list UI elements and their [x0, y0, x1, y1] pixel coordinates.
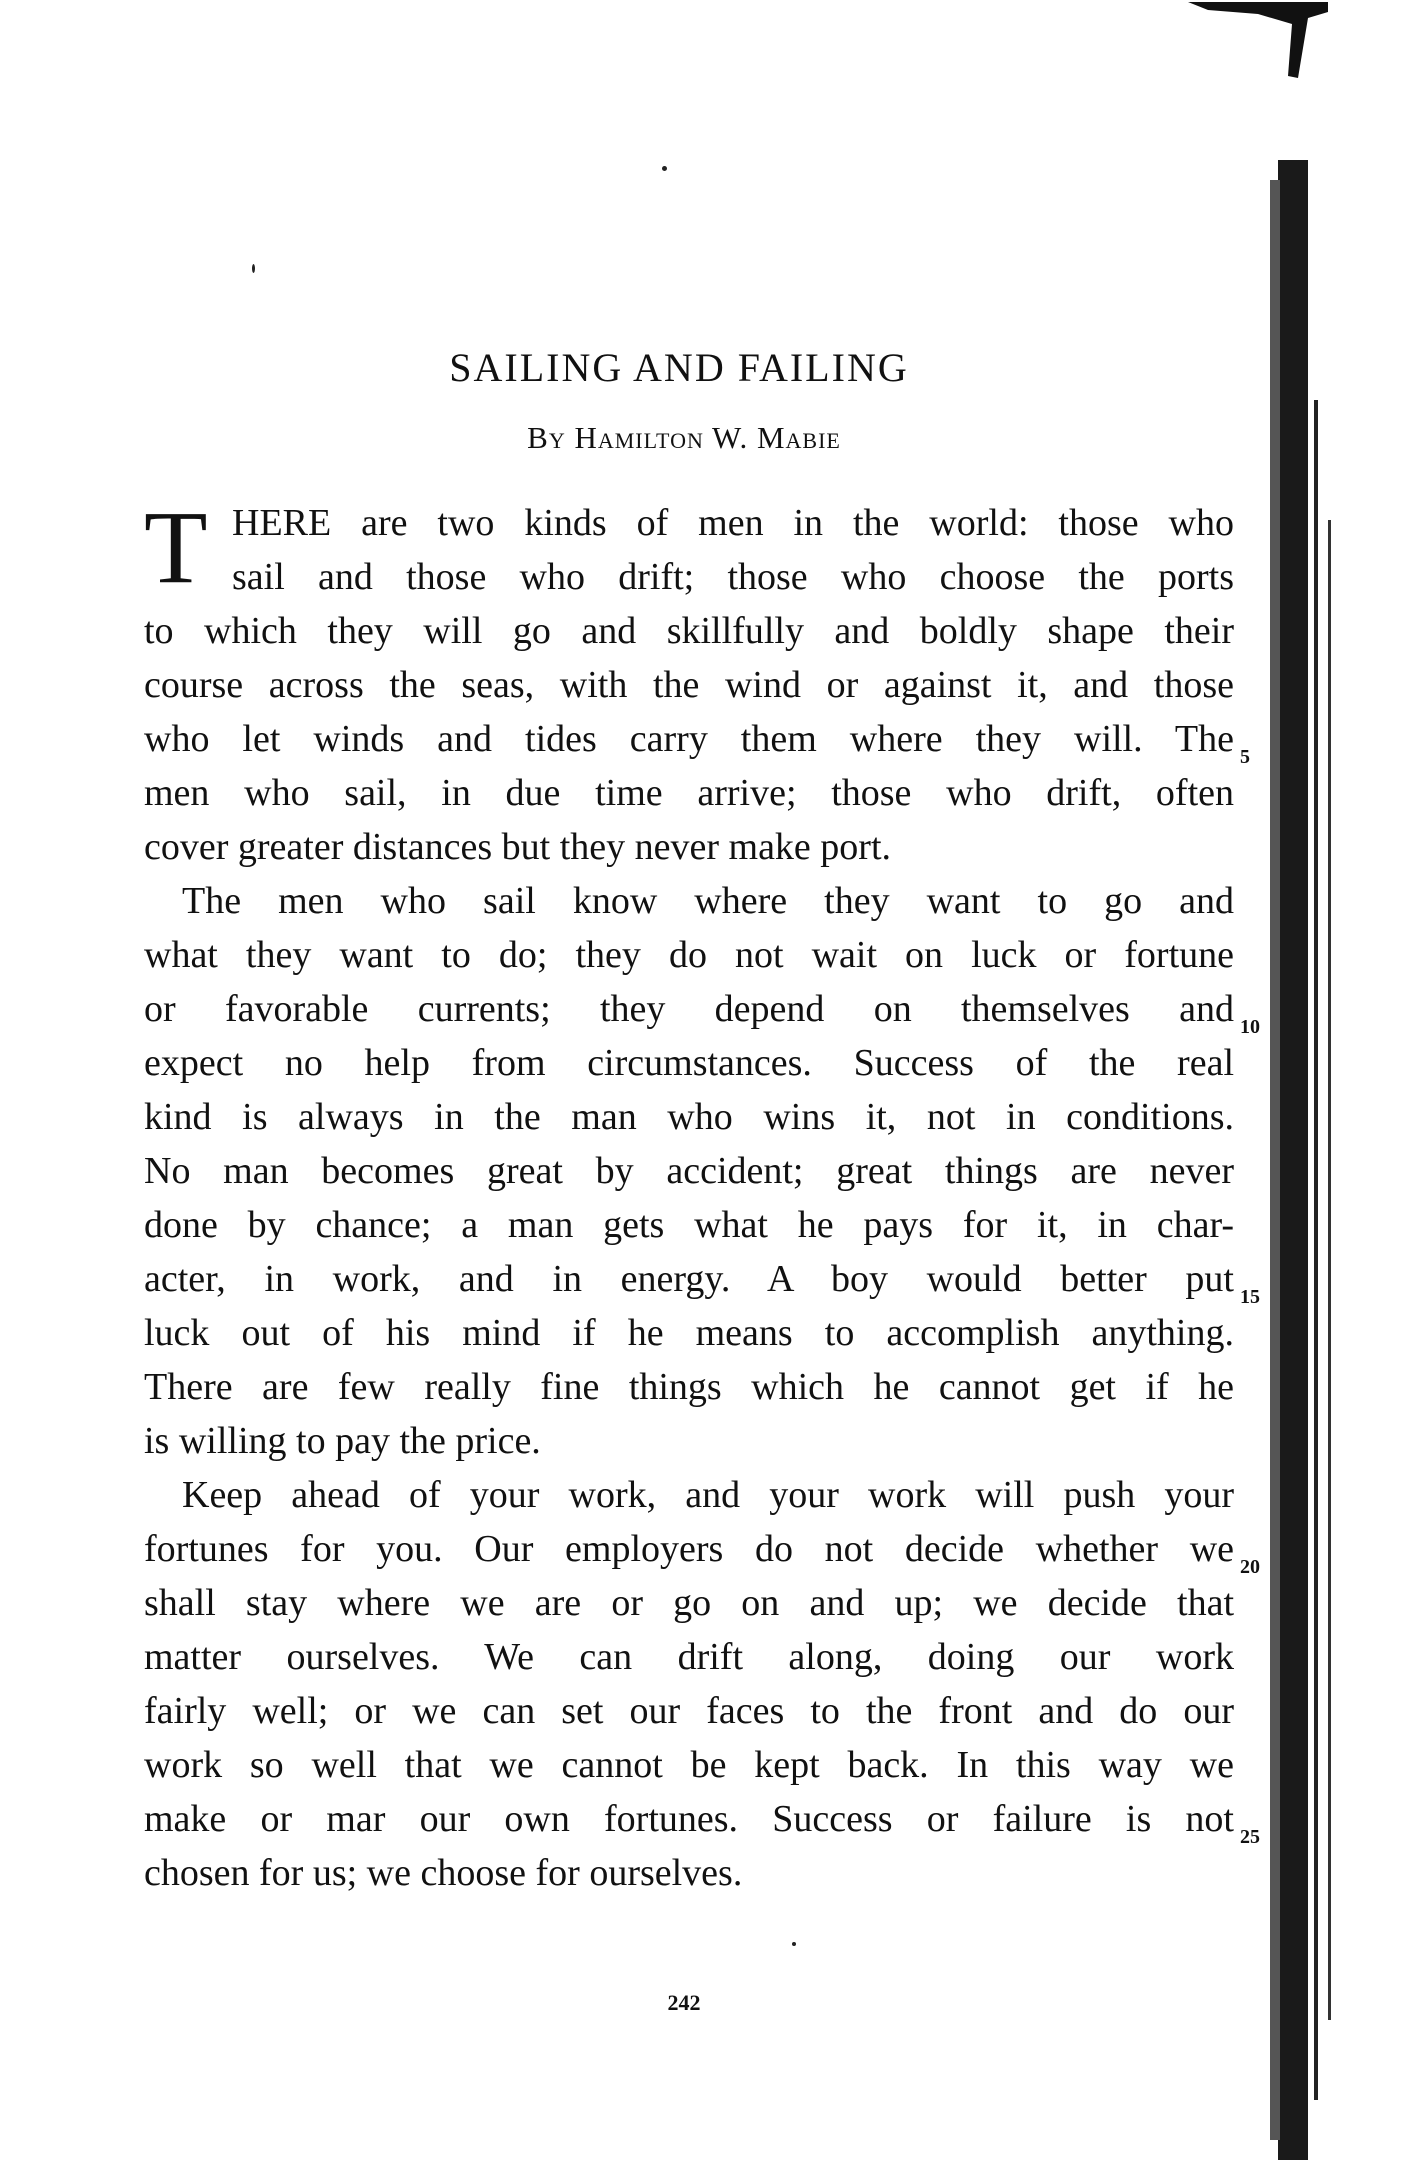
scan-speck — [252, 264, 255, 273]
text-line: men who sail, in due time arrive; those who drift, often — [144, 772, 1234, 814]
text-line: make or mar our own fortunes. Success or failure is not — [144, 1798, 1234, 1840]
text-line: shall stay where we are or go on and up; we decide that — [144, 1582, 1234, 1624]
text-line: chosen for us; we choose for ourselves. — [144, 1852, 743, 1894]
text-line: done by chance; a man gets what he pays for it, in char- — [144, 1204, 1234, 1246]
essay-title: SAILING AND FAILING — [449, 345, 909, 390]
text-line: sail and those who drift; those who choose the ports — [232, 556, 1234, 598]
scan-speck — [662, 166, 667, 171]
drop-cap: T — [144, 490, 208, 605]
line-number: 5 — [1240, 746, 1250, 768]
line-number: 10 — [1240, 1016, 1260, 1038]
text-line: work so well that we cannot be kept back. In this way we — [144, 1744, 1234, 1786]
text-line: fairly well; or we can set our faces to the front and do our — [144, 1690, 1234, 1732]
line-number: 20 — [1240, 1556, 1260, 1578]
text-line: kind is always in the man who wins it, not in conditions. — [144, 1096, 1234, 1138]
byline: By Hamilton W. Mabie — [527, 420, 841, 455]
text-line: course across the seas, with the wind or against it, and those — [144, 664, 1234, 706]
text-line: cover greater distances but they never make port. — [144, 826, 892, 868]
scan-speck — [792, 1942, 796, 1946]
line-number: 25 — [1240, 1826, 1260, 1848]
line-number: 15 — [1240, 1286, 1260, 1308]
binding-shadow — [1270, 160, 1350, 2160]
text-line: luck out of his mind if he means to accomplish anything. — [144, 1312, 1234, 1354]
text-line: T HERE are two kinds of men in the world: those who — [144, 490, 1234, 605]
text-line: fortunes for you. Our employers do not decide whether we — [144, 1528, 1234, 1570]
text-line: or favorable currents; they depend on themselves and — [144, 988, 1234, 1030]
text-line: Keep ahead of your work, and your work will push your — [182, 1474, 1234, 1516]
essay-body — [144, 490, 1234, 1900]
corner-fold-mark — [1188, 0, 1328, 80]
text-line: who let winds and tides carry them where they will. The — [144, 718, 1234, 760]
text-line: what they want to do; they do not wait on luck or fortune — [144, 934, 1234, 976]
text-line: to which they will go and skillfully and boldly shape their — [144, 610, 1234, 652]
text-line: There are few really fine things which he cannot get if he — [144, 1366, 1234, 1408]
text-line: matter ourselves. We can drift along, doing our work — [144, 1636, 1234, 1678]
text-line: acter, in work, and in energy. A boy would better put — [144, 1258, 1234, 1300]
page-number: 242 — [667, 1990, 701, 2015]
text-line: The men who sail know where they want to go and — [182, 880, 1234, 922]
text-line: expect no help from circumstances. Success of the real — [144, 1042, 1234, 1084]
text-line: No man becomes great by accident; great things are never — [144, 1150, 1234, 1192]
text-line: is willing to pay the price. — [144, 1420, 541, 1462]
